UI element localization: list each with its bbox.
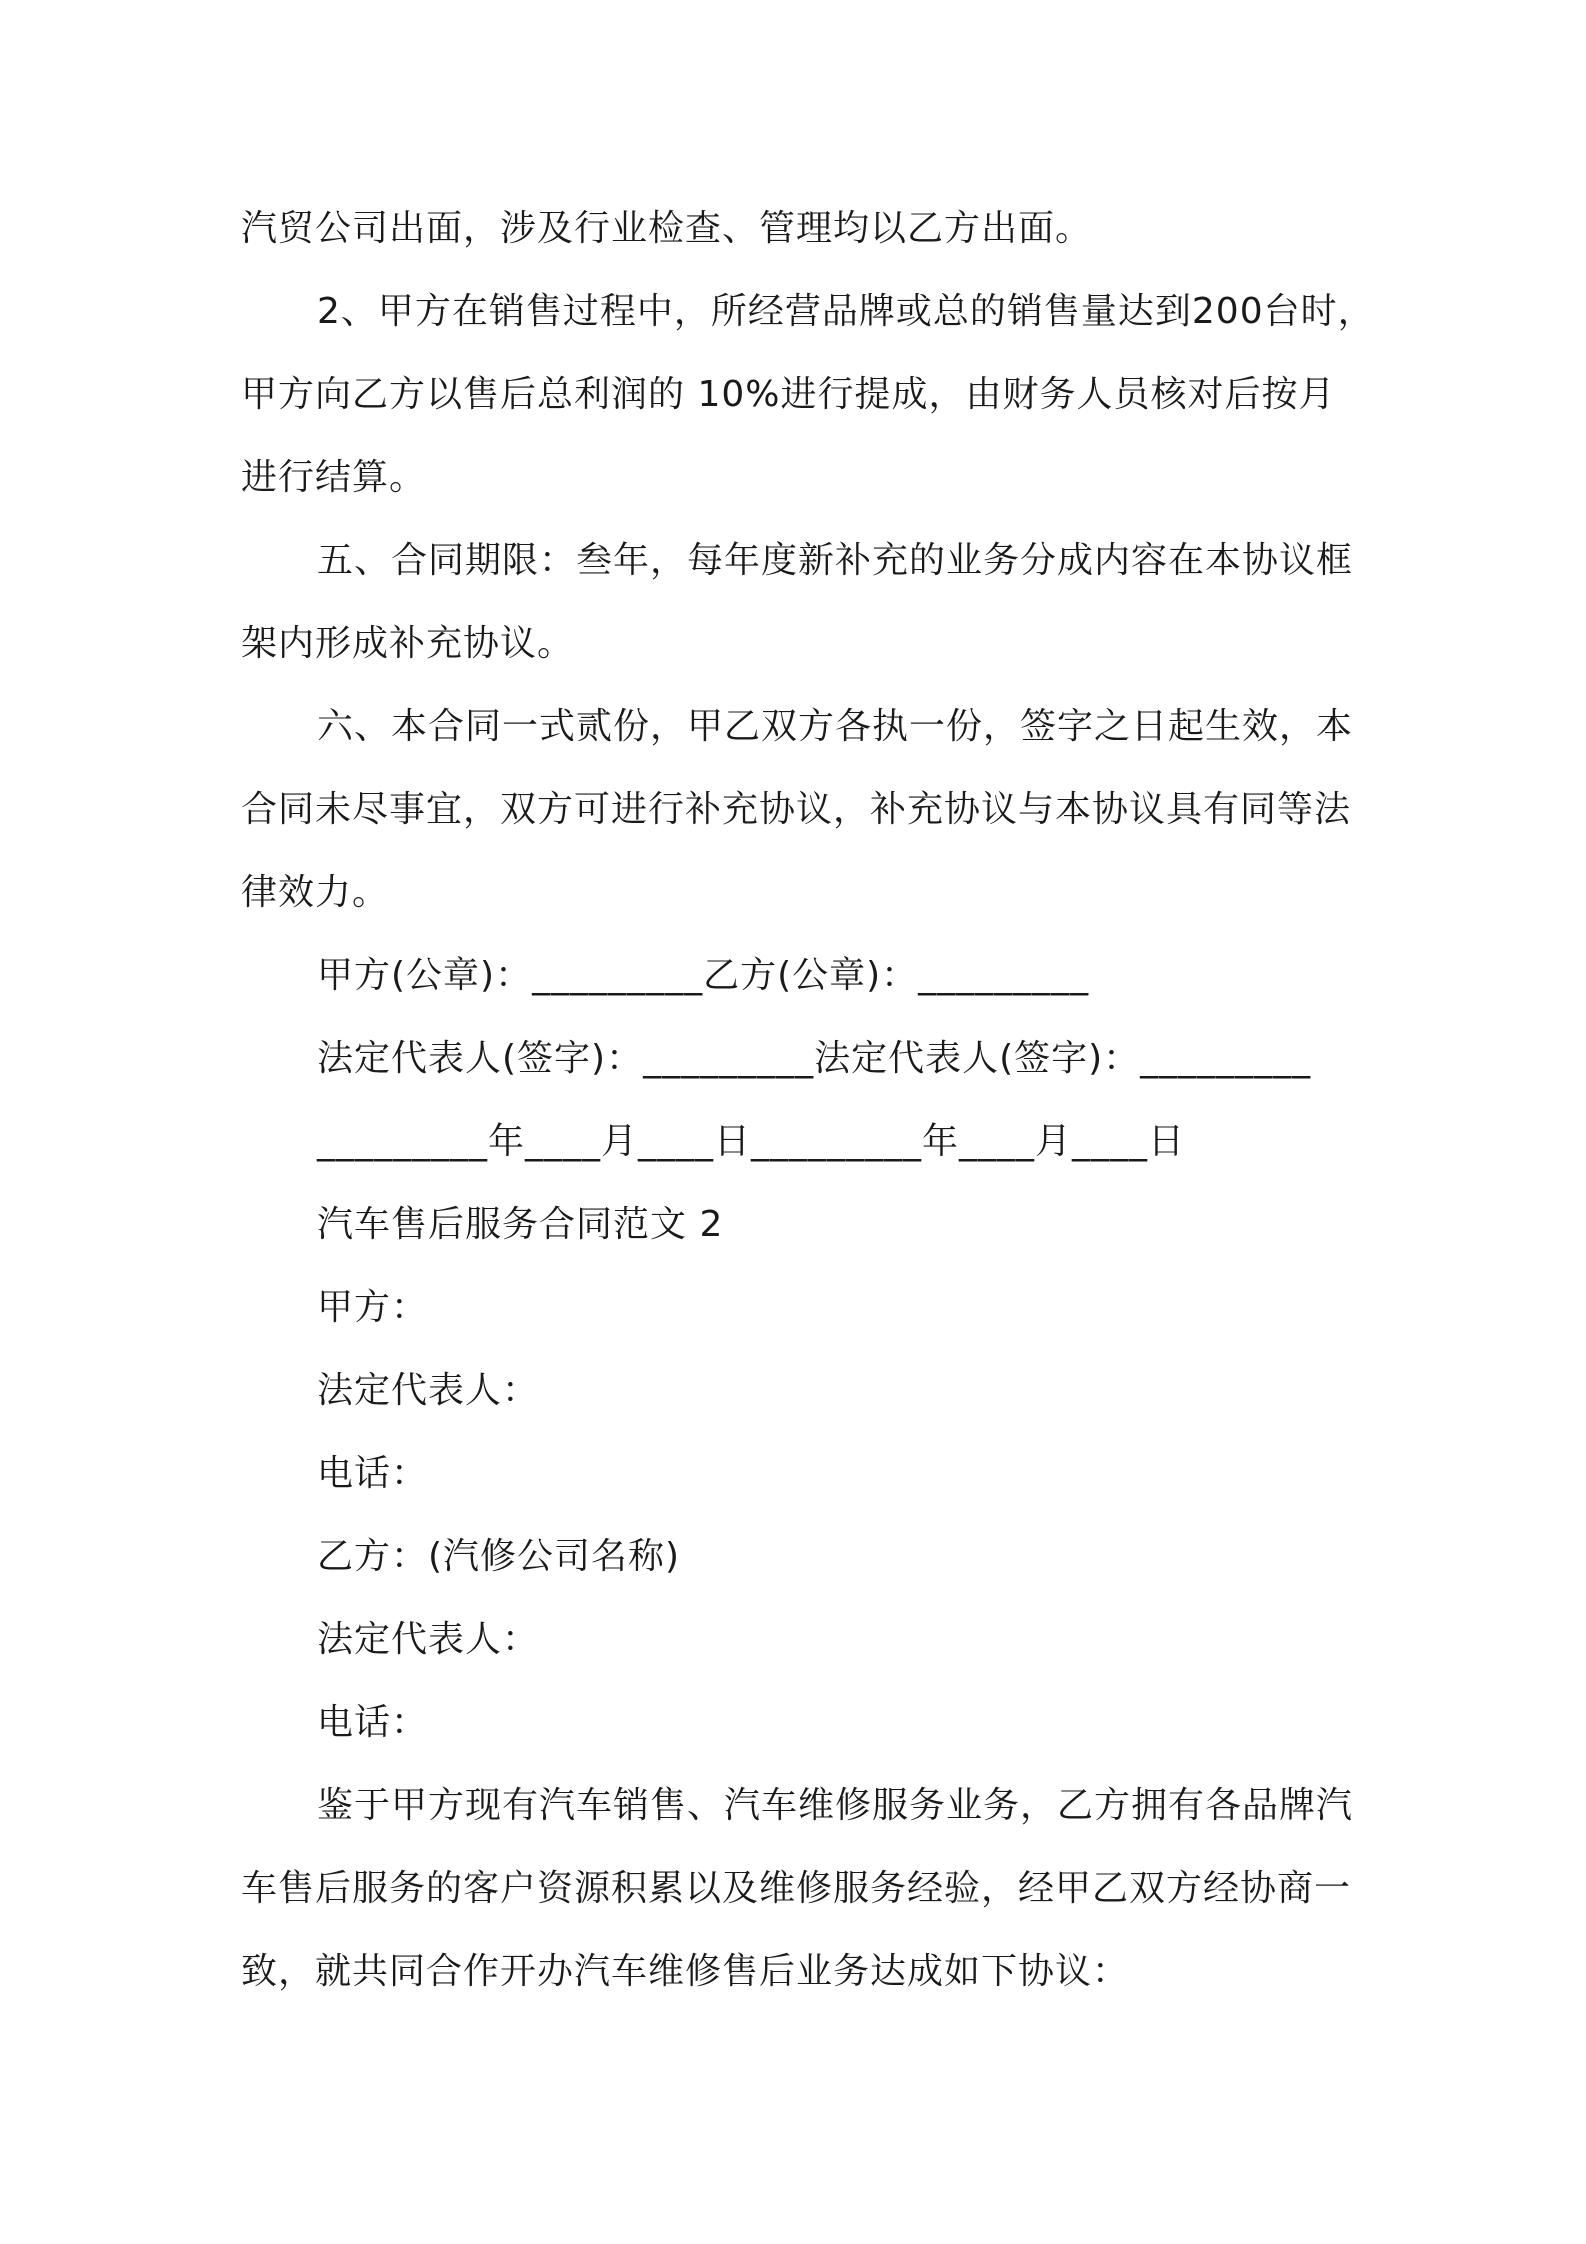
text-line: 合同未尽事宜，双方可进行补充协议，补充协议与本协议具有同等法 bbox=[241, 789, 1352, 830]
signature-line: 法定代表人(签字)：_________法定代表人(签字)：_________ bbox=[317, 1038, 1312, 1079]
text-line: 甲方向乙方以售后总利润的 10%进行提成，由财务人员核对后按月 bbox=[241, 374, 1336, 415]
text-line: 五、合同期限：叁年，每年度新补充的业务分成内容在本协议框 bbox=[317, 540, 1354, 581]
party-field: 甲方： bbox=[317, 1287, 429, 1328]
text-line: 鉴于甲方现有汽车销售、汽车维修服务业务，乙方拥有各品牌汽 bbox=[317, 1785, 1354, 1826]
text-line: 汽贸公司出面，涉及行业检查、管理均以乙方出面。 bbox=[241, 208, 1093, 249]
party-field: 法定代表人： bbox=[317, 1370, 540, 1411]
party-field: 电话： bbox=[317, 1453, 429, 1494]
date-line: _________年____月____日_________年____月____日 bbox=[317, 1121, 1185, 1162]
party-field: 电话： bbox=[317, 1702, 429, 1743]
text-line: 致，就共同合作开办汽车维修售后业务达成如下协议： bbox=[241, 1951, 1130, 1992]
section-title: 汽车售后服务合同范文 2 bbox=[317, 1204, 724, 1245]
signature-line: 甲方(公章)：_________乙方(公章)：_________ bbox=[317, 955, 1090, 996]
text-line: 进行结算。 bbox=[241, 457, 427, 498]
text-line: 2、甲方在销售过程中，所经营品牌或总的销售量达到200台时， bbox=[317, 291, 1375, 332]
text-line: 车售后服务的客户资源积累以及维修服务经验，经甲乙双方经协商一 bbox=[241, 1868, 1352, 1909]
party-field: 乙方：(汽修公司名称) bbox=[317, 1536, 681, 1577]
text-line: 架内形成补充协议。 bbox=[241, 623, 575, 664]
text-line: 六、本合同一式贰份，甲乙双方各执一份，签字之日起生效，本 bbox=[317, 706, 1354, 747]
text-line: 律效力。 bbox=[241, 872, 390, 913]
party-field: 法定代表人： bbox=[317, 1619, 540, 1660]
